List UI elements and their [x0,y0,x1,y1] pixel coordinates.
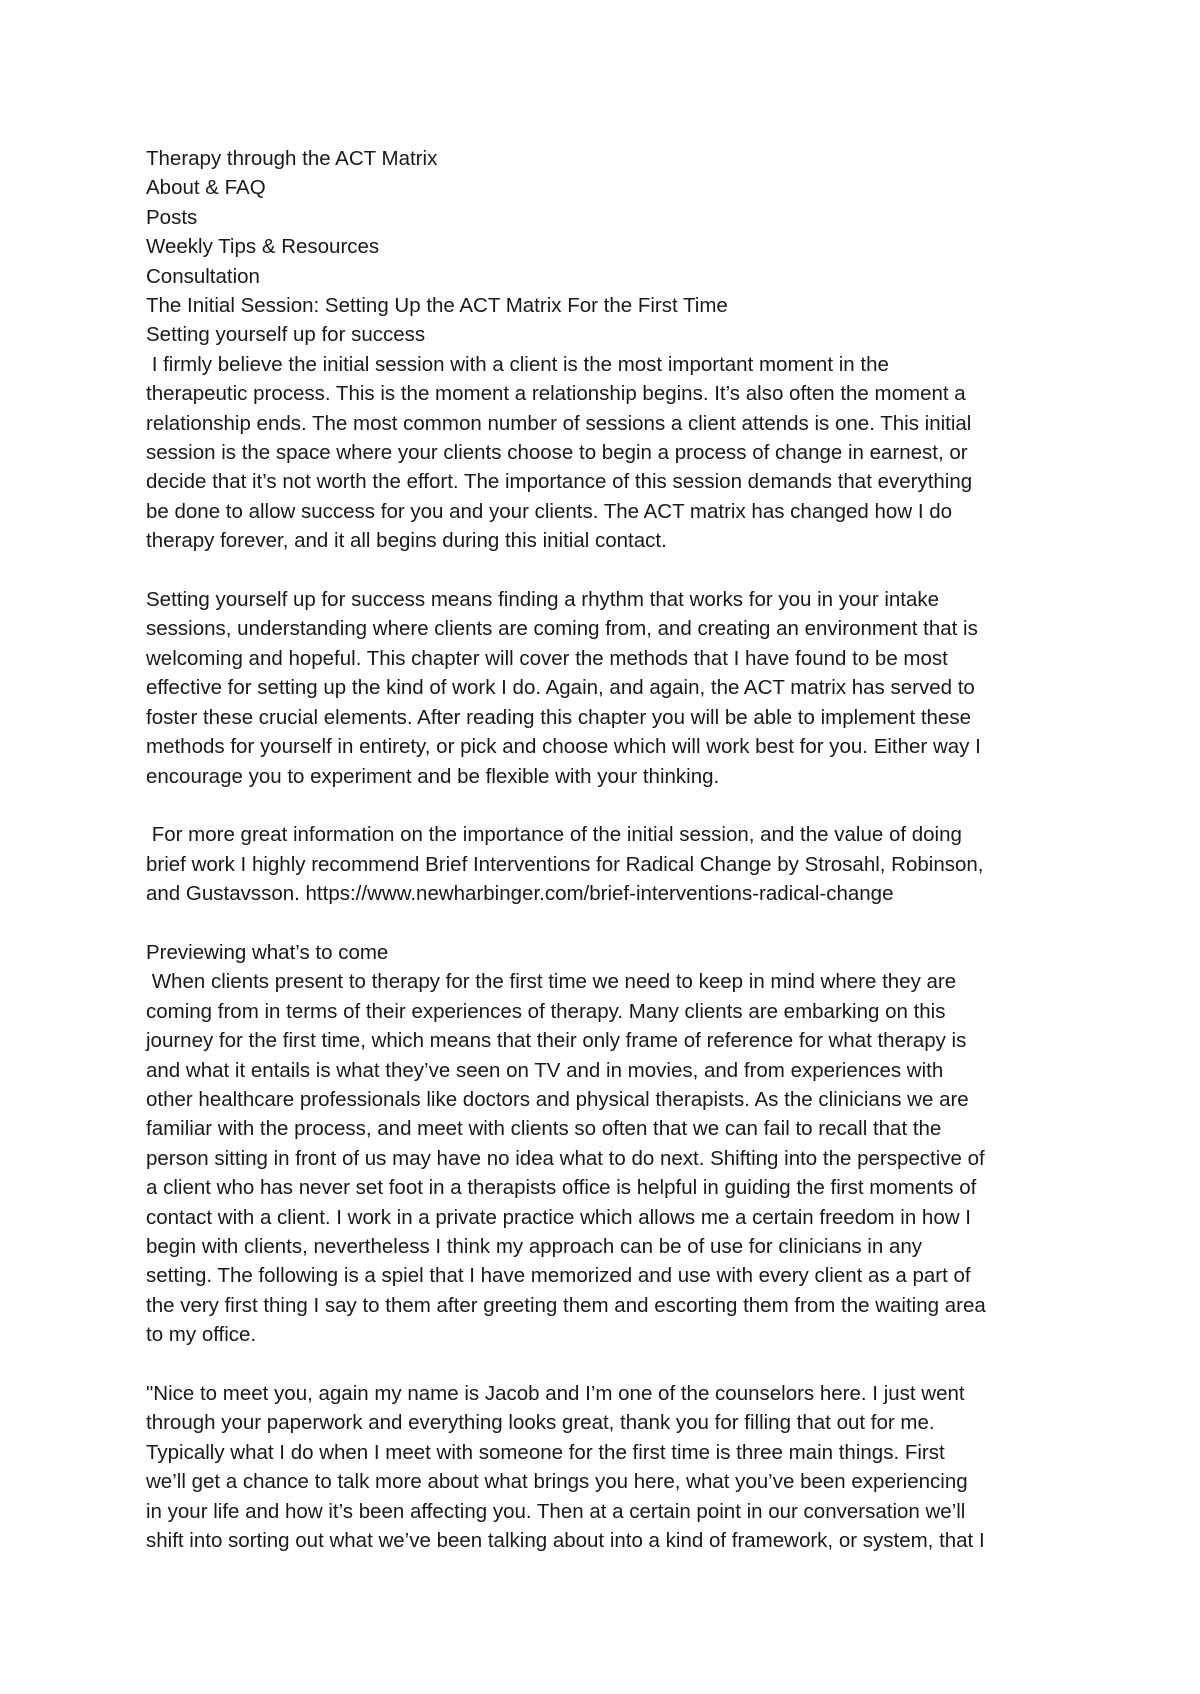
section-heading-success: Setting yourself up for success [146,323,426,347]
document-page [146,144,1076,1555]
paragraph-spacer [146,556,1076,585]
section-heading-previewing: Previewing what’s to come [146,940,389,964]
paragraph-line: encourage you to experiment and be flexible with your thinking. [146,764,720,788]
paragraph-line: sessions, understanding where clients are coming from, and creating an environment that is [146,617,978,641]
paragraph-line: Typically what I do when I meet with someone for the first time is three main things. First [146,1440,945,1464]
paragraph-line: journey for the first time, which means that their only frame of reference for what therapy is [146,1029,967,1053]
paragraph-line: person sitting in front of us may have no idea what to do next. Shifting into the perspective of [146,1146,985,1170]
paragraph-line: effective for setting up the kind of work I do. Again, and again, the ACT matrix has served to [146,676,975,700]
paragraph-line: When clients present to therapy for the first time we need to keep in mind where they are [146,970,957,994]
paragraph-line: foster these crucial elements. After reading this chapter you will be able to implement these [146,705,971,729]
paragraph-line: familiar with the process, and meet with clients so often that we can fail to recall that the [146,1117,942,1141]
paragraph-line: the very first thing I say to them after greeting them and escorting them from the waiting area [146,1293,986,1317]
paragraph-line: relationship ends. The most common number of sessions a client attends is one. This initial [146,411,972,435]
article-title: The Initial Session: Setting Up the ACT Matrix For the First Time [146,294,728,318]
paragraph-line: shift into sorting out what we’ve been talking about into a kind of framework, or system, that I [146,1529,985,1553]
paragraph-line: other healthcare professionals like doctors and physical therapists. As the clinicians we are [146,1087,969,1111]
paragraph-line: to my office. [146,1323,257,1347]
paragraph-line: I firmly believe the initial session with a client is the most important moment in the [146,352,889,376]
paragraph-initial-session [146,350,1076,556]
site-title: Therapy through the ACT Matrix [146,147,438,170]
paragraph-line: Setting yourself up for success means finding a rhythm that works for you in your intake [146,588,940,612]
paragraph-line: in your life and how it’s been affecting you. Then at a certain point in our conversation we’ll [146,1499,966,1523]
paragraph-line: methods for yourself in entirety, or pick and choose which will work best for you. Either way I [146,735,981,759]
nav-item-posts: Posts [146,205,198,229]
paragraph-spacer [146,909,1076,938]
paragraph-line: brief work I highly recommend Brief Interventions for Radical Change by Strosahl, Robinson, [146,852,984,876]
paragraph-line: contact with a client. I work in a private practice which allows me a certain freedom in how I [146,1205,971,1229]
paragraph-line: begin with clients, nevertheless I think my approach can be of use for clinicians in any [146,1234,922,1258]
nav-item-consultation: Consultation [146,264,260,288]
paragraph-first-time-clients [146,967,1076,1349]
paragraph-line: "Nice to meet you, again my name is Jacob and I’m one of the counselors here. I just went [146,1382,965,1405]
paragraph-line: coming from in terms of their experiences of therapy. Many clients are embarking on this [146,999,946,1023]
nav-item-weekly-tips: Weekly Tips & Resources [146,235,380,259]
paragraph-line: and what it entails is what they’ve seen on TV and in movies, and from experiences with [146,1058,944,1082]
paragraph-spacer [146,1350,1076,1379]
paragraph-spiel-quote [146,1379,1076,1555]
paragraph-recommendation [146,820,1076,908]
paragraph-line: and Gustavsson. https://www.newharbinger.com/brief-interventions-radical-change [146,882,894,906]
nav-item-about-faq: About & FAQ [146,176,266,200]
paragraph-line: setting. The following is a spiel that I have memorized and use with every client as a part of [146,1264,971,1288]
paragraph-rhythm [146,585,1076,791]
paragraph-line: therapeutic process. This is the moment a relationship begins. It’s also often the moment a [146,382,966,406]
paragraph-line: session is the space where your clients choose to begin a process of change in earnest, or [146,441,968,465]
paragraph-line: welcoming and hopeful. This chapter will cover the methods that I have found to be most [146,646,948,670]
paragraph-line: we’ll get a chance to talk more about what brings you here, what you’ve been experiencing [146,1470,968,1494]
paragraph-line: a client who has never set foot in a therapists office is helpful in guiding the first moments of [146,1176,977,1200]
paragraph-line: decide that it’s not worth the effort. The importance of this session demands that everything [146,470,973,494]
paragraph-line: For more great information on the importance of the initial session, and the value of doing [146,823,962,847]
paragraph-line: therapy forever, and it all begins during this initial contact. [146,529,667,553]
paragraph-line: be done to allow success for you and your clients. The ACT matrix has changed how I do [146,499,953,523]
paragraph-spacer [146,791,1076,820]
paragraph-line: through your paperwork and everything looks great, thank you for filling that out for me. [146,1411,935,1435]
